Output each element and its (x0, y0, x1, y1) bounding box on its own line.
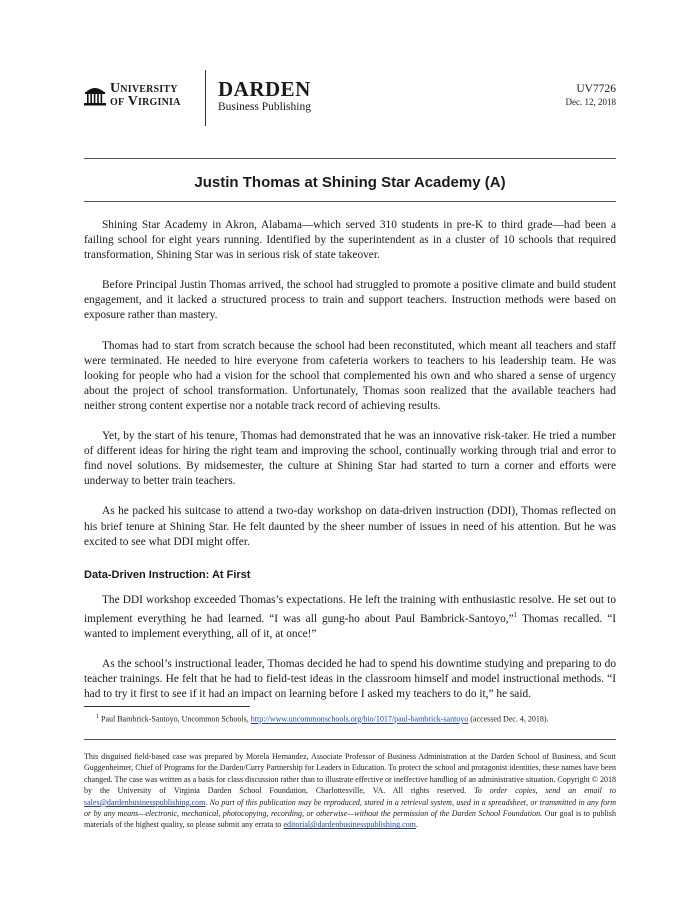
disclaimer-italic: . No part of this publication may be reproduced, stored in a retrieval system, used in a spreadsheet, or transmitted in any form or by any means—electronic, mechanical, photocopying, recording, or otherwise—without the permission of the Darden School Foundation. (84, 797, 616, 819)
case-info (566, 82, 617, 108)
sales-email-link[interactable]: sales@dardenbusinesspublishing.com (84, 797, 206, 807)
paragraph: Yet, by the start of his tenure, Thomas had demonstrated that he was an innovative risk-taker. He tried a number of different ideas for hiring the right team and improving the school, continually working through trial and error to find novel solutions. By midsemester, the culture at Shining Star had started to turn a corner and efforts were underway to better train teachers. (84, 430, 616, 488)
case-date: Dec. 12, 2018 (565, 97, 616, 107)
header-divider (205, 70, 206, 126)
paragraph: Thomas had to start from scratch because the school had been reconstituted, which meant all teachers and staff were terminated. He needed to hire everyone from cafeteria workers to teachers to his leadership team. He was looking for people who had a vision for the school that complemented his own and who shared a sense of urgency about the project of school transformation. Unfortunately, Thomas soon realized that the available teachers had neither strong content expertise nor a notable track record of achieving results. (84, 339, 616, 412)
page-title: Justin Thomas at Shining Star Academy (A) (194, 174, 506, 191)
footnote-link[interactable]: http://www.uncommonschools.org/bio/1017/paul-bambrick-santoyo (250, 714, 469, 724)
disclaimer-text: This disguised field-based case was prepared by Morela Hernandez, Associate Professor of Business Administration at the Darden School of Business, and Scott Guggenheimer, Chief of Programs for the Darden/Curry Partnership for Leaders in Education. To protect the school and protagonist identities, these names have been changed. The case was written as a basis for class discussion rather than to illustrate effective or ineffective handling of an administrative situation. Copyright © 2018 by the University of Virginia Darden School Foundation, Charlottesville, VA. All rights reserved. (84, 752, 616, 796)
footnote-text: (accessed Dec. 4, 2018). (468, 714, 549, 724)
uva-name-line2: of Virginia (110, 94, 181, 109)
paragraph: As the school’s instructional leader, Thomas decided he had to spend his downtime studying and preparing to do teacher trainings. He felt that he had to field-test ideas in the classroom himself and model instructional methods. “I had to try it first to see if it had an impact on learning before I asked my teachers to do it,” he said. (84, 657, 616, 701)
uva-logo (84, 82, 181, 108)
copyright-disclaimer (84, 751, 616, 831)
disclaimer-rule (84, 739, 616, 740)
errata-email-link[interactable]: editorial@dardenbusinesspublishing.com (283, 820, 416, 830)
paragraph-text: The DDI workshop exceeded Thomas’s expectations. He left the training with enthusiastic resolve. He set out to implement everything he had learned. “I was all gung-ho about Paul Bambrick-Santoyo,” (84, 593, 616, 625)
darden-subtitle: Business Publishing (218, 101, 311, 113)
footnote-rule (84, 706, 250, 707)
rotunda-icon (84, 84, 106, 106)
footnote-number: 1 (96, 714, 99, 720)
case-id: UV7726 (576, 83, 616, 95)
title-rule-top (84, 158, 616, 159)
footnote-text: Paul Bambrick-Santoyo, Uncommon Schools, (99, 714, 251, 724)
darden-name: DARDEN (218, 77, 311, 101)
disclaimer-italic: To order copies, send an email to (474, 786, 616, 796)
paragraph: Before Principal Justin Thomas arrived, the school had struggled to promote a positive climate and build student engagement, and it lacked a structured process to train and support teachers. Instruction methods were based on exposure rather than mastery. (84, 279, 616, 322)
uva-name-line1: University (110, 81, 178, 96)
section-heading: Data-Driven Instruction: At First (84, 568, 251, 581)
darden-logo (218, 78, 311, 114)
body-text (84, 218, 616, 702)
paragraph (84, 593, 616, 642)
title-rule-bottom (84, 201, 616, 202)
page-header (84, 70, 616, 130)
disclaimer-text: Our goal is to publish materials of the highest quality, so please submit any errata to (84, 809, 616, 830)
paragraph: Shining Star Academy in Akron, Alabama—which served 310 students in pre-K to third grade—had been a failing school for eight years running. Identified by the superintendent as in a cluster of 10 schools that required transformation, Shining Star was in serious risk of state takeover. (84, 219, 616, 262)
disclaimer-text: . (415, 820, 418, 830)
paragraph-text: Thomas recalled. “I wanted to implement everything, all of it, at once!” (84, 612, 617, 640)
footnote-ref[interactable]: 1 (513, 610, 518, 619)
paragraph: As he packed his suitcase to attend a two-day workshop on data-driven instruction (DDI), Thomas reflected on his brief tenure at Shining Star. He felt daunted by the sheer number of issues in need of his attention. But he was excited to see what DDI might offer. (84, 505, 616, 548)
footnote (84, 712, 616, 725)
